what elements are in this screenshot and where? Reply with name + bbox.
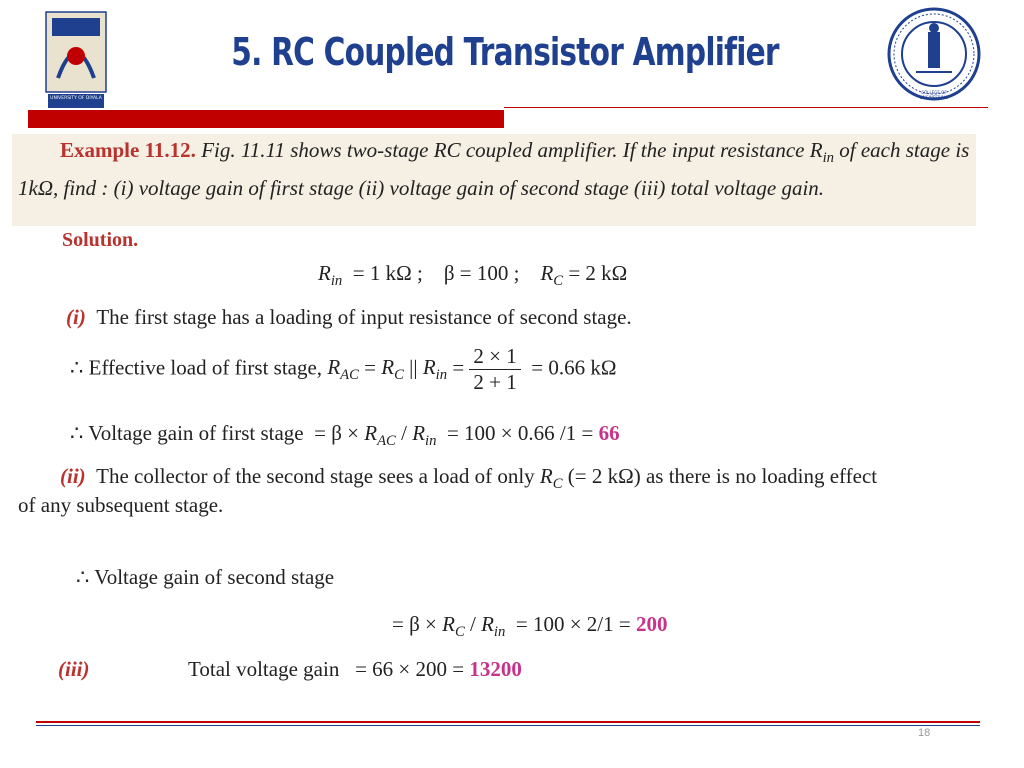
gain-second-calc-line: = $\beta \times R_C / R_{in} = 100 \times 2/1 = 200$ bbox=[392, 612, 668, 641]
given-beta: β = 100 ; bbox=[443, 261, 520, 285]
example-text bbox=[18, 136, 976, 203]
given-rc: = 2 kΩ bbox=[568, 261, 628, 285]
given-values: $R_{in} = 1$ kΩ ; β = 100 ; $R_C = 2$ kΩ bbox=[318, 261, 628, 290]
gain-second-line bbox=[76, 565, 334, 590]
header-red-bar bbox=[28, 110, 504, 128]
fraction-numerator: 2 × 1 bbox=[469, 344, 520, 370]
effective-load-line: ∴ Effective load of first stage, $R_{AC} = R_C$ || $R_{in}$ = $\frac{2 \times 1}{2 + 1}$ = 0.66 kΩ bbox=[70, 344, 617, 394]
gain-second-calc: = 100 × 2/1 = bbox=[515, 612, 631, 636]
part-ii-text-c: of any subsequent stage. bbox=[18, 493, 224, 517]
part-ii-text-b: (= 2 kΩ) as there is no loading effect bbox=[567, 464, 878, 488]
part-ii-line: (ii) The collector of the second stage sees a load of only $R_C$ (= 2 kΩ) as there is no loading effect bbox=[60, 464, 878, 493]
part-iii-text: Total voltage gain bbox=[188, 657, 340, 681]
part-iii-calc: = 66 × 200 = bbox=[355, 657, 465, 681]
solution-label: Solution. bbox=[62, 229, 139, 251]
part-i-line bbox=[66, 305, 632, 330]
part-iii-label: (iii) bbox=[58, 657, 90, 681]
college-logo bbox=[886, 6, 982, 102]
part-iii-line bbox=[58, 657, 90, 682]
fraction-denominator: 2 + 1 bbox=[473, 370, 517, 394]
given-rin: = 1 kΩ ; bbox=[352, 261, 423, 285]
page-title: 5. RC Coupled Transistor Amplifier bbox=[231, 30, 779, 74]
example-body: Fig. 11.11 shows two-stage RC coupled amplifier. If the input resistance R bbox=[201, 138, 823, 162]
university-logo bbox=[38, 8, 114, 112]
effective-load-fraction bbox=[469, 344, 520, 395]
example-heading: Example 11.12. bbox=[60, 138, 196, 162]
part-i-text: The first stage has a loading of input resistance of second stage. bbox=[96, 305, 632, 329]
gain-second-prefix: ∴ Voltage gain of second stage bbox=[76, 565, 335, 589]
effective-load-result: = 0.66 kΩ bbox=[531, 355, 617, 380]
footer-red-line bbox=[36, 721, 980, 723]
gain-second-result: 200 bbox=[635, 612, 668, 636]
gain-first-line: ∴ Voltage gain of first stage = $\beta \times R_{AC} / R_{in} = 100 \times 0.66$ /1 = 66 bbox=[70, 421, 620, 450]
part-ii-text-a: The collector of the second stage sees a load of only bbox=[96, 464, 535, 488]
effective-load-prefix: ∴ Effective load of first stage, bbox=[70, 355, 323, 380]
header-red-line bbox=[504, 107, 988, 108]
part-ii-label: (ii) bbox=[60, 464, 86, 488]
part-ii-line-2 bbox=[18, 493, 223, 518]
part-i-label: (i) bbox=[66, 305, 86, 329]
example-body-rest: of each stage is 1kΩ, find : (i) voltage gain of first stage (ii) voltage gain of second stage (iii) total voltage gain. bbox=[18, 138, 970, 200]
gain-first-prefix: ∴ Voltage gain of first stage bbox=[70, 421, 304, 445]
college-logo-caption: COLLEGE OF ENGINEERING bbox=[920, 90, 948, 100]
gain-first-result: 66 bbox=[598, 421, 620, 445]
page-number: 18 bbox=[918, 727, 931, 739]
example-body-sub: in bbox=[822, 150, 835, 167]
gain-first-calc: = 100 × 0.66 /1 = bbox=[446, 421, 594, 445]
part-iii-total-line bbox=[188, 657, 522, 682]
footer-blue-line bbox=[36, 725, 980, 726]
part-iii-result: 13200 bbox=[469, 657, 522, 681]
university-logo-caption: UNIVERSITY OF DIYALA bbox=[50, 96, 102, 101]
